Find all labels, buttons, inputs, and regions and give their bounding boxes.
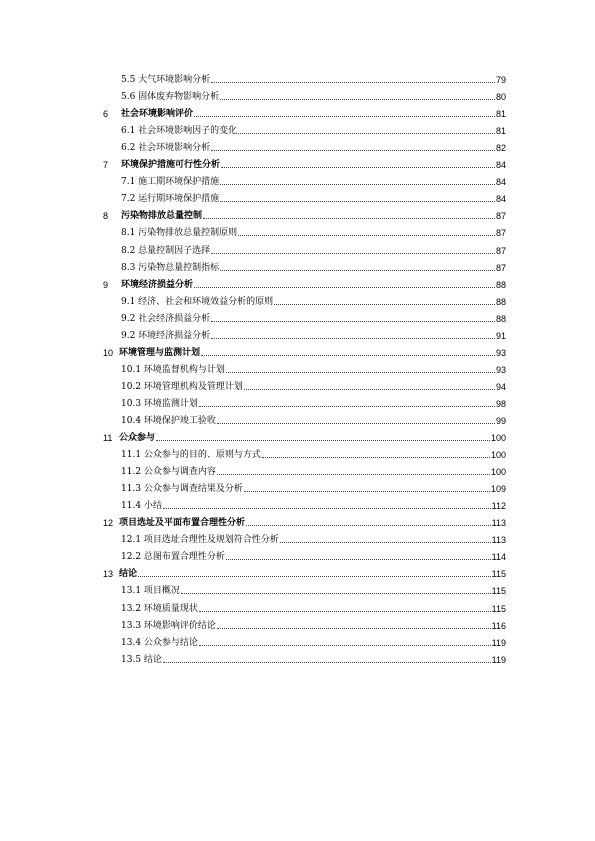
toc-chapter-number: 11	[103, 433, 113, 444]
toc-page-number: 109	[490, 484, 506, 495]
toc-entry-title: 9.2 环境经济损益分析	[121, 330, 211, 341]
toc-page-number: 114	[491, 552, 506, 563]
toc-dot-leader	[211, 321, 495, 322]
toc-dot-leader	[138, 576, 491, 577]
toc-page-number: 82	[495, 143, 506, 154]
toc-entry-title: 10.1 环境监督机构与计划	[121, 364, 225, 375]
toc-entry-title: 10.2 环境管理机构及管理计划	[121, 381, 243, 392]
toc-dot-leader	[156, 440, 490, 441]
toc-page-number: 94	[495, 381, 506, 392]
toc-dot-leader	[217, 474, 490, 475]
toc-page-number: 115	[491, 586, 506, 597]
toc-dot-leader	[194, 116, 495, 117]
toc-page-number: 87	[495, 245, 506, 256]
toc-dot-leader	[199, 645, 491, 646]
toc-entry-title: 13.3 环境影响评价结论	[121, 620, 216, 631]
toc-entry-title: 13.1 项目概况	[121, 586, 180, 597]
toc-entry-title: 项目选址及平面布置合理性分析	[119, 518, 246, 529]
toc-dot-leader	[199, 611, 491, 612]
toc-page-number: 84	[495, 194, 506, 205]
toc-entry-title: 11.1 公众参与的目的、原则与方式	[121, 450, 261, 461]
toc-chapter-number: 7	[103, 160, 109, 171]
toc-dot-leader	[163, 508, 491, 509]
toc-page-number: 115	[491, 569, 506, 580]
toc-entry-title: 10.3 环境监测计划	[121, 398, 198, 409]
toc-section-entry[interactable]	[103, 293, 506, 310]
toc-entry-title: 13.5 结论	[121, 654, 162, 665]
toc-section-entry[interactable]	[103, 224, 506, 241]
toc-entry-title: 6.2 社会环境影响分析	[121, 143, 211, 154]
toc-page-number: 87	[495, 262, 506, 273]
toc-dot-leader	[262, 457, 490, 458]
toc-dot-leader	[217, 423, 495, 424]
toc-chapter-number: 10	[103, 347, 114, 358]
toc-dot-leader	[274, 304, 495, 305]
toc-entry-title: 环境保护措施可行性分析	[121, 160, 221, 171]
toc-entry-title: 11.3 公众参与调查结果及分析	[121, 484, 243, 495]
toc-dot-leader	[220, 270, 495, 271]
toc-entry-title: 13.4 公众参与结论	[121, 637, 198, 648]
toc-page-number: 112	[491, 501, 506, 512]
toc-chapter-number: 8	[103, 211, 109, 222]
toc-page-number: 88	[495, 313, 506, 324]
toc-entry-title: 11.4 小结	[121, 501, 162, 512]
toc-entry-title: 5.5 大气环境影响分析	[121, 75, 211, 86]
toc-entry-title: 8.1 污染物排放总量控制原则	[121, 228, 238, 239]
toc-section-entry[interactable]	[103, 241, 506, 258]
toc-dot-leader	[199, 406, 495, 407]
toc-page-number: 113	[491, 518, 506, 529]
toc-chapter-entry[interactable]	[103, 156, 506, 173]
toc-page-number: 84	[495, 160, 506, 171]
toc-page-number: 79	[495, 75, 506, 86]
toc-section-entry[interactable]	[103, 88, 506, 105]
toc-entry-title: 13.2 环境质量现状	[121, 603, 198, 614]
toc-section-entry[interactable]	[103, 497, 506, 514]
toc-section-entry[interactable]	[103, 463, 506, 480]
toc-dot-leader	[226, 559, 491, 560]
toc-entry-title: 12.1 项目选址合理性及规划符合性分析	[121, 535, 279, 546]
toc-page-number: 87	[495, 228, 506, 239]
toc-dot-leader	[221, 167, 495, 168]
toc-section-entry[interactable]	[103, 310, 506, 327]
toc-page-number: 93	[495, 347, 506, 358]
toc-dot-leader	[201, 355, 495, 356]
toc-dot-leader	[244, 491, 490, 492]
toc-dot-leader	[211, 150, 495, 151]
toc-page-number: 119	[491, 637, 506, 648]
toc-section-entry[interactable]	[103, 446, 506, 463]
toc-page-number: 81	[495, 126, 506, 137]
toc-entry-title: 环境管理与监测计划	[119, 347, 201, 358]
toc-chapter-entry[interactable]	[103, 207, 506, 224]
toc-dot-leader	[238, 235, 495, 236]
toc-dot-leader	[246, 525, 491, 526]
toc-page-number: 100	[490, 467, 506, 478]
toc-entry-title: 11.2 公众参与调查内容	[121, 467, 216, 478]
toc-dot-leader	[217, 628, 491, 629]
toc-section-entry[interactable]	[103, 599, 506, 616]
toc-entry-title: 5.6 固体废弃物影响分析	[121, 92, 220, 103]
toc-section-entry[interactable]	[103, 71, 506, 88]
toc-section-entry[interactable]	[103, 617, 506, 634]
toc-page-number: 84	[495, 177, 506, 188]
toc-section-entry[interactable]	[103, 582, 506, 599]
toc-section-entry[interactable]	[103, 634, 506, 651]
toc-section-entry[interactable]	[103, 139, 506, 156]
toc-section-entry[interactable]	[103, 531, 506, 548]
toc-chapter-entry[interactable]	[103, 105, 506, 122]
table-of-contents	[103, 71, 506, 668]
toc-chapter-number: 9	[103, 279, 109, 290]
toc-dot-leader	[220, 201, 495, 202]
toc-section-entry[interactable]	[103, 395, 506, 412]
toc-chapter-number: 13	[103, 569, 114, 580]
toc-dot-leader	[194, 287, 495, 288]
toc-entry-title: 10.4 环境保护竣工验收	[121, 415, 216, 426]
toc-dot-leader	[211, 82, 495, 83]
toc-entry-title: 环境经济损益分析	[121, 279, 194, 290]
toc-dot-leader	[220, 184, 495, 185]
toc-chapter-entry[interactable]	[103, 344, 506, 361]
toc-page-number: 116	[491, 620, 506, 631]
toc-page-number: 88	[495, 279, 506, 290]
toc-dot-leader	[163, 662, 491, 663]
toc-dot-leader	[211, 253, 495, 254]
toc-section-entry[interactable]	[103, 327, 506, 344]
toc-entry-title: 社会环境影响评价	[121, 109, 194, 120]
toc-page-number: 100	[490, 450, 506, 461]
toc-dot-leader	[244, 389, 495, 390]
toc-section-entry[interactable]	[103, 651, 506, 668]
toc-page-number: 88	[495, 296, 506, 307]
toc-section-entry[interactable]	[103, 190, 506, 207]
toc-entry-title: 6.1 社会环境影响因子的变化	[121, 126, 238, 137]
toc-section-entry[interactable]	[103, 259, 506, 276]
toc-entry-title: 9.2 社会经济损益分析	[121, 313, 211, 324]
toc-section-entry[interactable]	[103, 173, 506, 190]
toc-page-number: 113	[491, 535, 506, 546]
toc-page-number: 87	[495, 211, 506, 222]
toc-chapter-number: 12	[103, 518, 114, 529]
toc-entry-title: 污染物排放总量控制	[121, 211, 203, 222]
toc-chapter-number: 6	[103, 109, 109, 120]
toc-section-entry[interactable]	[103, 122, 506, 139]
toc-entry-title: 9.1 经济、社会和环境效益分析的原则	[121, 296, 274, 307]
toc-dot-leader	[220, 99, 495, 100]
toc-page-number: 119	[491, 654, 506, 665]
toc-entry-title: 8.2 总量控制因子选择	[121, 245, 211, 256]
toc-dot-leader	[226, 372, 495, 373]
toc-section-entry[interactable]	[103, 480, 506, 497]
toc-section-entry[interactable]	[103, 548, 506, 565]
toc-entry-title: 公众参与	[119, 433, 156, 444]
toc-page-number: 99	[495, 415, 506, 426]
toc-page-number: 91	[495, 330, 506, 341]
toc-page-number: 115	[491, 603, 506, 614]
toc-section-entry[interactable]	[103, 378, 506, 395]
toc-entry-title: 8.3 污染物总量控制指标	[121, 262, 220, 273]
toc-entry-title: 7.1 施工期环境保护措施	[121, 177, 220, 188]
toc-page-number: 93	[495, 364, 506, 375]
toc-chapter-entry[interactable]	[103, 429, 506, 446]
toc-dot-leader	[280, 542, 491, 543]
toc-section-entry[interactable]	[103, 361, 506, 378]
toc-dot-leader	[238, 133, 495, 134]
toc-chapter-entry[interactable]	[103, 514, 506, 531]
toc-entry-title: 12.2 总图布置合理性分析	[121, 552, 225, 563]
toc-dot-leader	[203, 218, 495, 219]
toc-page-number: 98	[495, 398, 506, 409]
toc-page-number: 80	[495, 92, 506, 103]
toc-dot-leader	[211, 338, 495, 339]
toc-page-number: 81	[495, 109, 506, 120]
toc-dot-leader	[181, 593, 491, 594]
toc-chapter-entry[interactable]	[103, 565, 506, 582]
toc-chapter-entry[interactable]	[103, 276, 506, 293]
toc-entry-title: 7.2 运行期环境保护措施	[121, 194, 220, 205]
toc-section-entry[interactable]	[103, 412, 506, 429]
toc-page-number: 100	[490, 433, 506, 444]
toc-entry-title: 结论	[119, 569, 138, 580]
